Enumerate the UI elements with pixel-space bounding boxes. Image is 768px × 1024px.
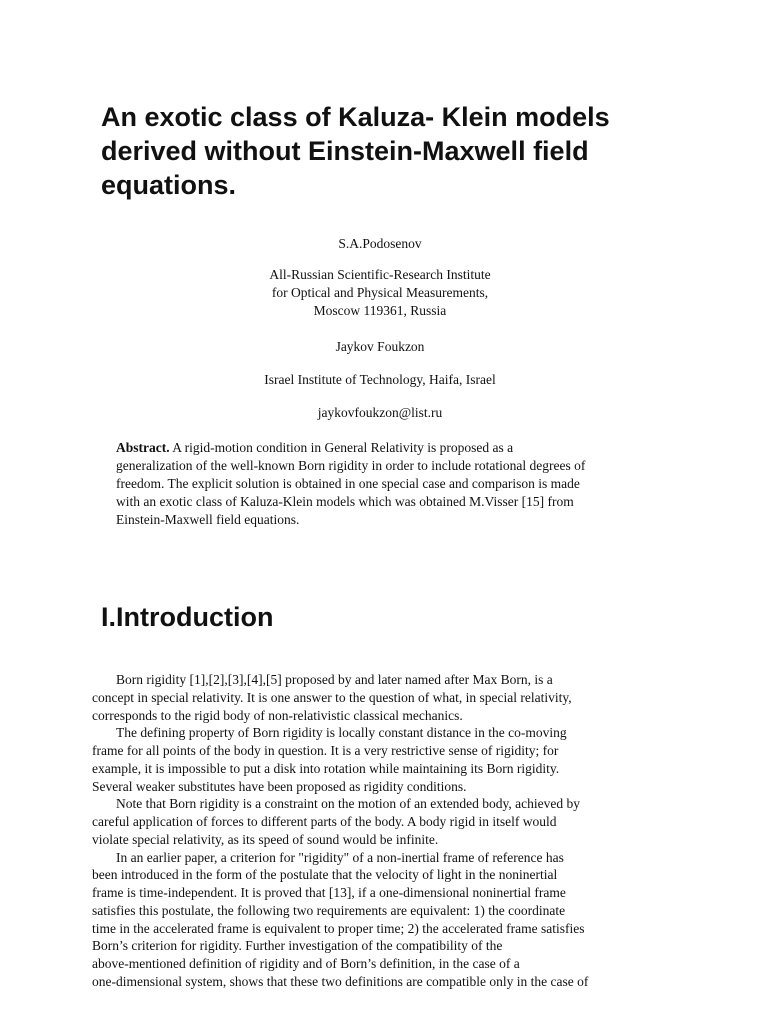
body-line: The defining property of Born rigidity is locally constant distance in the co-moving (116, 725, 567, 741)
abstract-text: A rigid-motion condition in General Relativity is proposed as a (169, 440, 514, 455)
body-line: Note that Born rigidity is a constraint on the motion of an extended body, achieved by (116, 796, 581, 812)
body-line: concept in special relativity. It is one answer to the question of what, in special relativity, (92, 689, 572, 705)
author-email (200, 404, 560, 422)
abstract-line: generalization of the well-known Born rigidity in order to include rotational degrees of (116, 458, 586, 473)
email-address: jaykovfoukzon@list.ru (317, 405, 443, 420)
author-name (200, 338, 560, 356)
affiliation-1 (200, 266, 560, 320)
paper-title (101, 100, 701, 202)
body-line: above-mentioned definition of rigidity and of Born’s definition, in the case of a (92, 956, 520, 971)
abstract-line (116, 439, 676, 457)
title-line: equations. (101, 170, 237, 200)
affiliation-2 (200, 371, 560, 389)
introduction-body (92, 671, 662, 991)
abstract-line: with an exotic class of Kaluza-Klein models which was obtained M.Visser [15] from (116, 494, 574, 509)
body-line: corresponds to the rigid body of non-relativistic classical mechanics. (92, 707, 463, 723)
author-1: S.A.Podosenov (338, 236, 422, 251)
body-line: Born’s criterion for rigidity. Further investigation of the compatibility of the (92, 938, 503, 954)
abstract-label: Abstract. (116, 440, 170, 455)
title-line: derived without Einstein-Maxwell field (101, 136, 589, 166)
body-line: In an earlier paper, a criterion for "rigidity" of a non-inertial frame of reference has (116, 849, 564, 865)
body-line: satisfies this postulate, the following two requirements are equivalent: 1) the coordinate (92, 902, 566, 918)
affiliation-line: Moscow 119361, Russia (313, 303, 447, 318)
title-line: An exotic class of Kaluza- Klein models (101, 102, 610, 132)
body-line: example, it is impossible to put a disk into rotation while maintaining its Born rigidity. (92, 760, 560, 776)
abstract-line: freedom. The explicit solution is obtained in one special case and comparison is made (116, 476, 580, 491)
abstract (116, 439, 676, 529)
affiliation-line: Israel Institute of Technology, Haifa, Israel (264, 372, 496, 387)
body-line: Born rigidity [1],[2],[3],[4],[5] proposed by and later named after Max Born, is a (116, 672, 553, 687)
affiliation-line: All-Russian Scientific-Research Institute (269, 267, 491, 282)
body-line: been introduced in the form of the postulate that the velocity of light in the noninertial (92, 867, 558, 883)
author-name (200, 235, 560, 253)
affiliation-line: for Optical and Physical Measurements, (271, 285, 489, 300)
body-line: frame is time-independent. It is proved that [13], if a one-dimensional noninertial frame (92, 885, 566, 900)
body-line: violate special relativity, as its speed of sound would be infinite. (92, 831, 439, 847)
body-line: time in the accelerated frame is equivalent to proper time; 2) the accelerated frame satisfies (92, 920, 585, 936)
body-line: one-dimensional system, shows that these two definitions are compatible only in the case of (92, 973, 589, 989)
section-heading: I.Introduction (101, 602, 274, 632)
body-line: frame for all points of the body in question. It is a very restrictive sense of rigidity; for (92, 743, 559, 758)
abstract-line: Einstein-Maxwell field equations. (116, 512, 300, 527)
body-line: Several weaker substitutes have been proposed as rigidity conditions. (92, 778, 467, 794)
author-2: Jaykov Foukzon (335, 339, 425, 354)
body-line: careful application of forces to different parts of the body. A body rigid in itself would (92, 814, 557, 829)
